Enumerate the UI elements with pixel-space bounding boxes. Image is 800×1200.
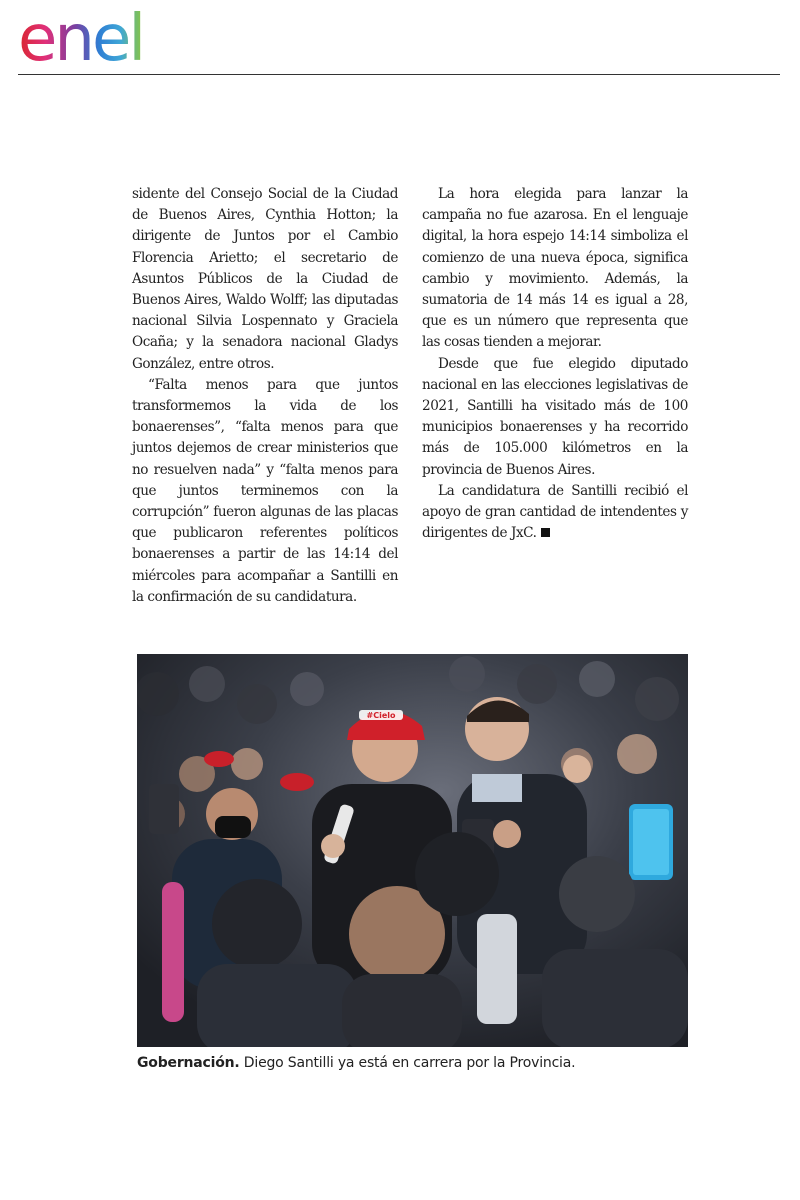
caption-text: Diego Santilli ya está en carrera por la Provincia.: [239, 1055, 576, 1071]
article-body: [132, 184, 692, 629]
paragraph: La hora elegida para lanzar la campaña no fue azarosa. En el lenguaje digital, la hora espejo 14:14 simboliza el comienzo de una nueva época, significa cambio y movimiento. Además, la sumatoria de 14 más 14 es igual a 28, que es un número que representa que las cosas tienden a mejorar.: [422, 186, 688, 351]
paragraph: “Falta menos para que juntos transformemos la vida de los bonaerenses”, “falta menos para que juntos dejemos de crear ministerios que no resuelven nada” y “falta menos para que juntos terminemos con la corrupción” fueron algunas de las placas que publicaron referentes políticos bonaerenses a partir de las 14:14 del miércoles para acompañar a Santilli en la confirmación de su candidatura.: [132, 376, 398, 605]
article-column-left: [132, 184, 398, 608]
paragraph: sidente del Consejo Social de la Ciudad de Buenos Aires, Cynthia Hotton; la dirigente de Juntos por el Cambio Florencia Arietto; el secretario de Asuntos Públicos de la Ciudad de Buenos Aires, Waldo Wolff; las diputadas nacional Silvia Lospennato y Graciela Ocaña; y la senadora nacional Gladys González, entre otros.: [132, 186, 398, 372]
news-photo: [137, 654, 688, 1047]
article-column-right: [422, 184, 688, 544]
paragraph: Desde que fue elegido diputado nacional en las elecciones legislativas de 2021, Santilli ha visitado más de 100 municipios bonaerenses y ha recorrido más de 105.000 kilómetros en la provincia de Buenos Aires.: [422, 355, 688, 478]
cap-label: #Cielo: [366, 711, 396, 720]
photo-caption: [137, 1053, 697, 1073]
header-divider: [18, 74, 780, 75]
logo-text: enel: [18, 4, 144, 68]
enel-logo: [16, 4, 186, 68]
paragraph-final: [422, 481, 688, 545]
page-header: [0, 0, 800, 76]
photo-illustration: [137, 654, 688, 1047]
end-of-article-mark: [541, 528, 550, 537]
caption-kicker: Gobernación.: [137, 1055, 240, 1071]
paragraph-final-text: La candidatura de Santilli recibió el apoyo de gran cantidad de intendentes y dirigentes de JxC.: [422, 482, 688, 542]
